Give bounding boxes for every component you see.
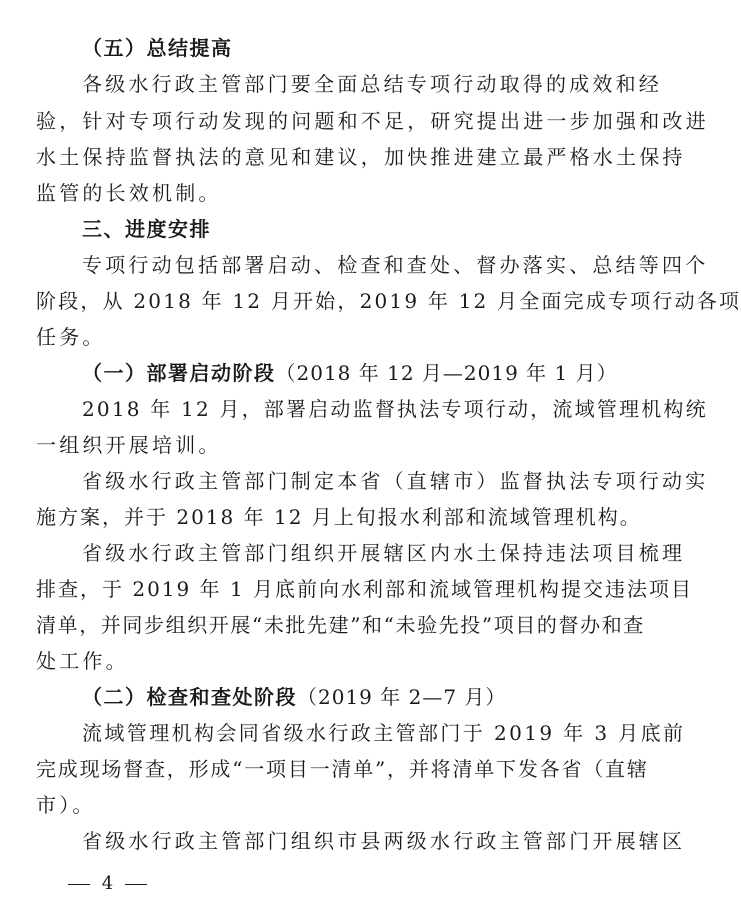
- paragraph-line: 各级水行政主管部门要全面总结专项行动取得的成效和经: [82, 72, 662, 96]
- paragraph-line: 处工作。: [36, 649, 129, 673]
- page-number-footer: [62, 872, 153, 896]
- paragraph-line: 任务。: [36, 325, 106, 349]
- paragraph-line: 一组织开展培训。: [36, 433, 222, 457]
- paragraph-line: 监管的长效机制。: [36, 181, 222, 205]
- footer-dash-left: [68, 884, 90, 885]
- page-number: 4: [101, 873, 114, 894]
- paragraph-line: 市）。: [36, 793, 96, 817]
- paragraph-line: 排查，于 2019 年 1 月底前向水利部和流域管理机构提交违法项目: [36, 577, 694, 601]
- paragraph-line: 2018 年 12 月，部署启动监督执法专项行动，流域管理机构统: [82, 397, 708, 421]
- paragraph-line: 省级水行政主管部门制定本省（直辖市）监督执法专项行动实: [82, 469, 709, 493]
- subsection-heading-2: （二）检查和查处阶段（2019 年 2—7 月）: [82, 685, 507, 709]
- paragraph-line: 清单，并同步组织开展“未批先建”和“未验先投”项目的督办和查: [36, 613, 645, 637]
- paragraph-line: 水土保持监督执法的意见和建议，加快推进建立最严格水土保持: [36, 145, 686, 169]
- section-heading-5: （五）总结提高: [82, 36, 233, 60]
- subsection-heading-1: （一）部署启动阶段（2018 年 12 月—2019 年 1 月）: [82, 361, 618, 385]
- paragraph-line: 阶段，从 2018 年 12 月开始，2019 年 12 月全面完成专项行动各项: [36, 289, 741, 313]
- footer-dash-right: [125, 884, 147, 885]
- paragraph-line: 省级水行政主管部门组织开展辖区内水土保持违法项目梳理: [82, 541, 686, 565]
- paragraph-line: 流域管理机构会同省级水行政主管部门于 2019 年 3 月底前: [82, 721, 686, 745]
- section-heading-3: 三、进度安排: [82, 217, 211, 241]
- paragraph-line: 完成现场督查，形成“一项目一清单”，并将清单下发各省（直辖: [36, 757, 649, 781]
- paragraph-line: 省级水行政主管部门组织市县两级水行政主管部门开展辖区: [82, 829, 686, 853]
- paragraph-line: 专项行动包括部署启动、检查和查处、督办落实、总结等四个: [82, 253, 709, 277]
- paragraph-line: 施方案，并于 2018 年 12 月上旬报水利部和流域管理机构。: [36, 505, 642, 529]
- paragraph-line: 验，针对专项行动发现的问题和不足，研究提出进一步加强和改进: [36, 109, 709, 133]
